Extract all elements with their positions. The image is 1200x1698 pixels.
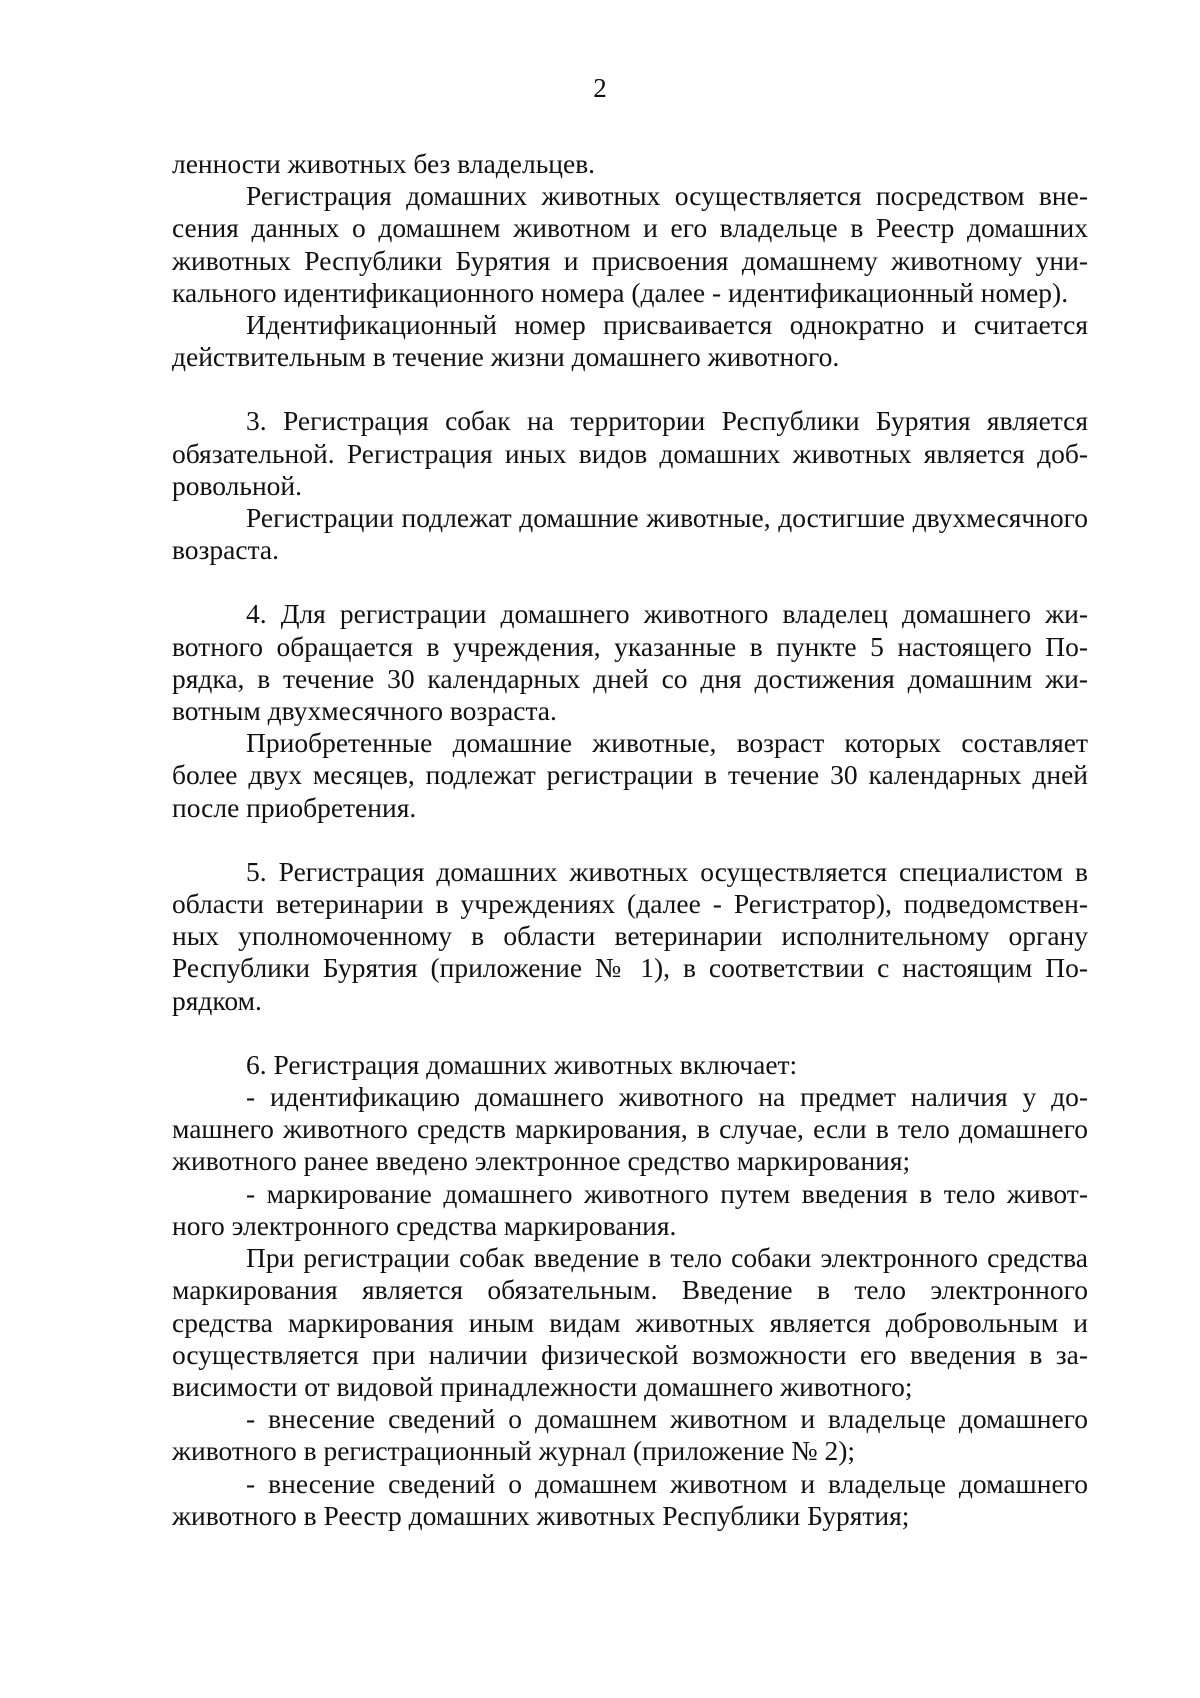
- paragraph-id-number: Идентификационный номер присваивается однократно и считается действительным в течение жизни домашнего животного.: [172, 309, 1088, 373]
- paragraph-item-4: 4. Для регистрации домашнего животного владелец домашнего животного обращается в учреждения, указанные в пункте 5 настоящего Порядка, в течение 30 календарных дней со дня достижения домашним животным двухмесячного возраста.: [172, 598, 1088, 727]
- paragraph-age-requirement: Регистрации подлежат домашние животные, достигшие двухмесячного возраста.: [172, 502, 1088, 566]
- paragraph-registration-definition: Регистрация домашних животных осуществляется посредством внесения данных о домашнем животном и его владельце в Реестр домашних животных Республики Бурятия и присвоения домашнему животному уникального идентификационного номера (далее - идентификационный номер).: [172, 180, 1088, 308]
- paragraph-acquired-animals: Приобретенные домашние животные, возраст которых составляет более двух месяцев, подлежат регистрации в течение 30 календарных дней после приобретения.: [172, 727, 1088, 823]
- paragraph-item-6: 6. Регистрация домашних животных включает:: [246, 1048, 798, 1080]
- list-item-identification: - идентификацию домашнего животного на предмет наличия у домашнего животного средств маркирования, в случае, если в тело домашнего животного ранее введено электронное средство маркирования;: [172, 1081, 1088, 1177]
- document-body: [172, 148, 1088, 1532]
- paragraph-dog-marking: При регистрации собак введение в тело собаки электронного средства маркирования является обязательным. Введение в тело электронного средства маркирования иным видам животных является добровольным и осуществляется при наличии физической возможности его введения в зависимости от видовой принадлежности домашнего животного;: [172, 1242, 1088, 1402]
- list-item-journal: - внесение сведений о домашнем животном и владельце домашнего животного в регистрационный журнал (приложение № 2);: [172, 1403, 1088, 1467]
- paragraph-item-3: 3. Регистрация собак на территории Республики Бурятия является обязательной. Регистрация иных видов домашних животных является добровольной.: [172, 405, 1088, 501]
- list-item-registry: - внесение сведений о домашнем животном и владельце домашнего животного в Реестр домашних животных Республики Бурятия;: [172, 1467, 1088, 1531]
- paragraph-continuation: ленности животных без владельцев.: [172, 148, 596, 179]
- paragraph-item-5: 5. Регистрация домашних животных осуществляется специалистом в области ветеринарии в учреждениях (далее - Регистратор), подведомственных уполномоченному в области ветеринарии исполнительному органу Республики Бурятия (приложение № 1), в соответствии с настоящим Порядком.: [172, 855, 1088, 1016]
- page-number: 2: [593, 73, 607, 103]
- list-item-marking: - маркирование домашнего животного путем введения в тело животного электронного средства маркирования.: [172, 1177, 1088, 1241]
